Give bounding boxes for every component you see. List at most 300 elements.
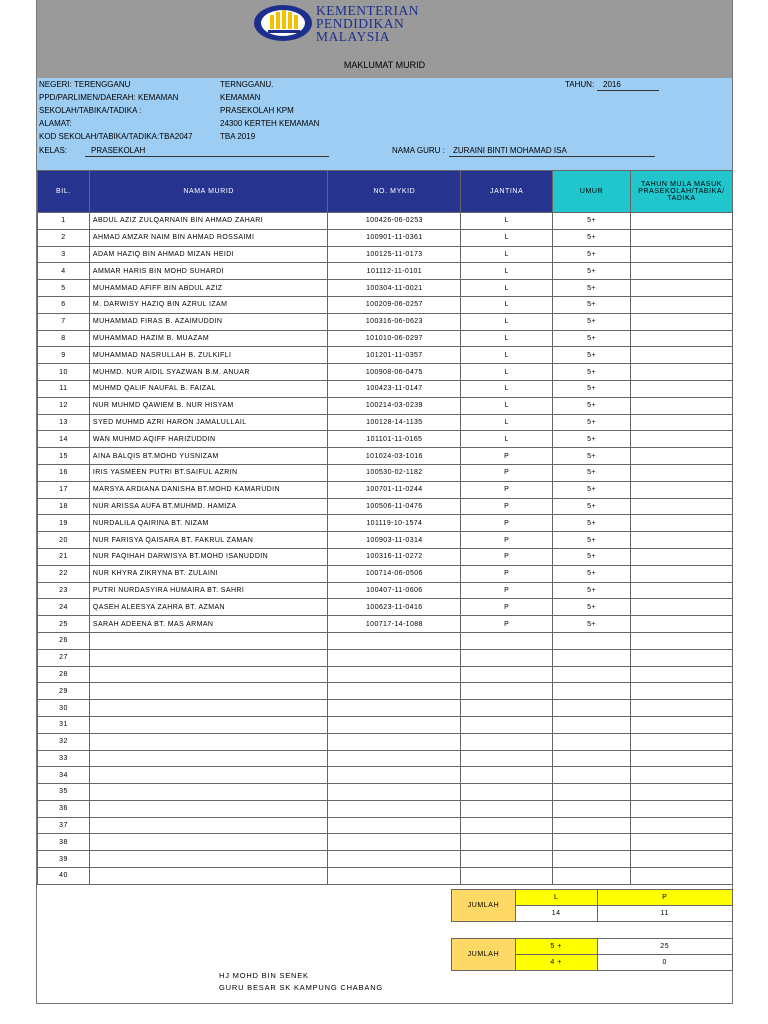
header-nama-murid: NAMA MURID: [89, 171, 328, 213]
cell-no-mykid: [328, 868, 461, 885]
cell-bil: 1: [38, 213, 90, 230]
cell-jantina: L: [461, 380, 553, 397]
cell-no-mykid: [328, 632, 461, 649]
cell-umur: 5+: [553, 548, 631, 565]
ministry-name-line3: MALAYSIA: [316, 29, 391, 44]
cell-jantina: L: [461, 397, 553, 414]
table-row: [38, 213, 733, 230]
cell-bil: 35: [38, 784, 90, 801]
cell-bil: 10: [38, 364, 90, 381]
header-jantina: JANTINA: [461, 171, 553, 213]
cell-bil: 33: [38, 750, 90, 767]
cell-bil: 7: [38, 313, 90, 330]
cell-no-mykid: [328, 683, 461, 700]
cell-nama-murid: NUR MUHMD QAWIEM B. NUR HISYAM: [89, 397, 328, 414]
cell-nama-murid: MUHAMMAD NASRULLAH B. ZULKIFLI: [89, 347, 328, 364]
cell-umur: 5+: [553, 616, 631, 633]
cell-bil: 13: [38, 414, 90, 431]
cell-tahun-mula-masuk: [630, 464, 732, 481]
cell-jantina: L: [461, 213, 553, 230]
cell-jantina: [461, 784, 553, 801]
cell-bil: 32: [38, 733, 90, 750]
alamat-value: 24300 KERTEH KEMAMAN: [220, 119, 320, 128]
table-header-row: [38, 171, 733, 213]
cell-jantina: [461, 834, 553, 851]
cell-umur: [553, 666, 631, 683]
cell-nama-murid: [89, 834, 328, 851]
table-row: [38, 364, 733, 381]
header-tahun-mula-masuk: TAHUN MULA MASUK PRASEKOLAH/TABIKA/ TADIKA: [630, 171, 732, 213]
cell-no-mykid: [328, 851, 461, 868]
cell-no-mykid: 100506-11-0476: [328, 498, 461, 515]
cell-no-mykid: 100903-11-0314: [328, 532, 461, 549]
gender-count-l: 14: [515, 906, 597, 922]
table-row: [38, 280, 733, 297]
ppd-value: KEMAMAN: [220, 93, 261, 102]
cell-nama-murid: AMMAR HARIS BIN MOHD SUHARDI: [89, 263, 328, 280]
cell-no-mykid: 101112-11-0101: [328, 263, 461, 280]
cell-no-mykid: 101024-03-1016: [328, 448, 461, 465]
cell-nama-murid: [89, 851, 328, 868]
table-row: [38, 649, 733, 666]
table-row: [38, 414, 733, 431]
cell-tahun-mula-masuk: [630, 364, 732, 381]
page-title: MAKLUMAT MURID: [343, 60, 426, 70]
cell-umur: 5+: [553, 380, 631, 397]
cell-nama-murid: WAN MUHMD AQIFF HARIZUDDIN: [89, 431, 328, 448]
cell-bil: 6: [38, 296, 90, 313]
cell-umur: 5+: [553, 280, 631, 297]
cell-umur: 5+: [553, 397, 631, 414]
cell-bil: 4: [38, 263, 90, 280]
cell-bil: 18: [38, 498, 90, 515]
cell-nama-murid: [89, 716, 328, 733]
age-5-label: 5 +: [515, 939, 597, 955]
cell-jantina: P: [461, 498, 553, 515]
gender-summary: [451, 889, 733, 922]
signature-position: GURU BESAR SK KAMPUNG CHABANG: [219, 983, 384, 992]
gender-header-l: L: [515, 890, 597, 906]
tahun-label: TAHUN:: [565, 80, 595, 89]
cell-bil: 11: [38, 380, 90, 397]
cell-jantina: L: [461, 347, 553, 364]
cell-jantina: L: [461, 246, 553, 263]
cell-jantina: P: [461, 464, 553, 481]
cell-umur: [553, 750, 631, 767]
cell-tahun-mula-masuk: [630, 851, 732, 868]
cell-bil: 21: [38, 548, 90, 565]
table-row: [38, 834, 733, 851]
cell-nama-murid: [89, 784, 328, 801]
cell-bil: 16: [38, 464, 90, 481]
cell-nama-murid: NUR ARISSA AUFA BT.MUHMD. HAMIZA: [89, 498, 328, 515]
cell-jantina: L: [461, 296, 553, 313]
cell-jantina: [461, 666, 553, 683]
cell-nama-murid: [89, 733, 328, 750]
cell-umur: 5+: [553, 481, 631, 498]
negeri-label: NEGERI: TERENGGANU: [39, 80, 131, 89]
cell-bil: 19: [38, 515, 90, 532]
cell-nama-murid: AHMAD AMZAR NAIM BIN AHMAD ROSSAIMI: [89, 229, 328, 246]
cell-no-mykid: [328, 800, 461, 817]
cell-tahun-mula-masuk: [630, 565, 732, 582]
cell-jantina: L: [461, 431, 553, 448]
cell-umur: [553, 632, 631, 649]
cell-bil: 20: [38, 532, 90, 549]
cell-tahun-mula-masuk: [630, 548, 732, 565]
table-row: [38, 481, 733, 498]
cell-umur: [553, 817, 631, 834]
cell-jantina: [461, 767, 553, 784]
header-band: [37, 0, 732, 78]
cell-no-mykid: [328, 733, 461, 750]
age-5-count: 25: [597, 939, 732, 955]
cell-no-mykid: 100530-02-1182: [328, 464, 461, 481]
cell-no-mykid: 100701-11-0244: [328, 481, 461, 498]
cell-nama-murid: [89, 750, 328, 767]
cell-umur: 5+: [553, 246, 631, 263]
signature-name: HJ MOHD BIN SENEK: [219, 971, 309, 980]
cell-tahun-mula-masuk: [630, 532, 732, 549]
cell-bil: 15: [38, 448, 90, 465]
table-row: [38, 347, 733, 364]
cell-tahun-mula-masuk: [630, 330, 732, 347]
age-4-count: 0: [597, 955, 732, 971]
cell-bil: 36: [38, 800, 90, 817]
cell-tahun-mula-masuk: [630, 784, 732, 801]
table-row: [38, 229, 733, 246]
cell-jantina: P: [461, 532, 553, 549]
cell-tahun-mula-masuk: [630, 280, 732, 297]
cell-umur: 5+: [553, 347, 631, 364]
student-table: [37, 170, 733, 885]
cell-tahun-mula-masuk: [630, 649, 732, 666]
cell-bil: 25: [38, 616, 90, 633]
cell-umur: 5+: [553, 296, 631, 313]
table-row: [38, 750, 733, 767]
cell-tahun-mula-masuk: [630, 380, 732, 397]
cell-tahun-mula-masuk: [630, 229, 732, 246]
table-row: [38, 498, 733, 515]
table-row: [38, 515, 733, 532]
cell-bil: 9: [38, 347, 90, 364]
header-bil: BIL.: [38, 171, 90, 213]
cell-tahun-mula-masuk: [630, 313, 732, 330]
gender-summary-label: JUMLAH: [452, 890, 516, 922]
age-4-label: 4 +: [515, 955, 597, 971]
cell-umur: [553, 851, 631, 868]
kelas-label: KELAS:: [39, 146, 68, 155]
spreadsheet-page: [36, 0, 733, 1004]
cell-no-mykid: 100209-06-0257: [328, 296, 461, 313]
cell-nama-murid: AINA BALQIS BT.MOHD YUSNIZAM: [89, 448, 328, 465]
cell-no-mykid: 100908-06-0475: [328, 364, 461, 381]
cell-umur: [553, 784, 631, 801]
cell-no-mykid: 101101-11-0165: [328, 431, 461, 448]
cell-jantina: L: [461, 280, 553, 297]
cell-jantina: L: [461, 364, 553, 381]
cell-nama-murid: MUHMD QALIF NAUFAL B. FAIZAL: [89, 380, 328, 397]
cell-tahun-mula-masuk: [630, 397, 732, 414]
cell-no-mykid: 101010-06-0297: [328, 330, 461, 347]
cell-nama-murid: [89, 700, 328, 717]
cell-nama-murid: [89, 817, 328, 834]
cell-tahun-mula-masuk: [630, 431, 732, 448]
cell-umur: 5+: [553, 229, 631, 246]
table-row: [38, 380, 733, 397]
cell-no-mykid: 100316-06-0623: [328, 313, 461, 330]
cell-jantina: L: [461, 263, 553, 280]
table-row: [38, 296, 733, 313]
cell-nama-murid: ABDUL AZIZ ZULQARNAIN BIN AHMAD ZAHARI: [89, 213, 328, 230]
table-row: [38, 666, 733, 683]
cell-bil: 37: [38, 817, 90, 834]
cell-umur: 5+: [553, 414, 631, 431]
cell-umur: 5+: [553, 515, 631, 532]
cell-umur: 5+: [553, 599, 631, 616]
cell-no-mykid: 100316-11-0272: [328, 548, 461, 565]
cell-jantina: P: [461, 448, 553, 465]
table-row: [38, 767, 733, 784]
table-row: [38, 616, 733, 633]
cell-jantina: [461, 700, 553, 717]
cell-bil: 14: [38, 431, 90, 448]
cell-umur: [553, 834, 631, 851]
cell-nama-murid: NURDALILA QAIRINA BT. NIZAM: [89, 515, 328, 532]
cell-tahun-mula-masuk: [630, 347, 732, 364]
guru-underline: [449, 156, 655, 157]
negeri-value: TERNGGANU.: [220, 80, 274, 89]
ministry-name-line1: KEMENTERIAN: [316, 3, 419, 18]
sekolah-label: SEKOLAH/TABIKA/TADIKA :: [39, 106, 142, 115]
cell-umur: 5+: [553, 448, 631, 465]
cell-jantina: [461, 750, 553, 767]
cell-jantina: P: [461, 599, 553, 616]
cell-bil: 34: [38, 767, 90, 784]
cell-nama-murid: SYED MUHMD AZRI HARON JAMALULLAIL: [89, 414, 328, 431]
cell-tahun-mula-masuk: [630, 666, 732, 683]
ministry-name: [316, 4, 419, 43]
cell-bil: 31: [38, 716, 90, 733]
cell-nama-murid: [89, 649, 328, 666]
cell-bil: 22: [38, 565, 90, 582]
cell-tahun-mula-masuk: [630, 767, 732, 784]
cell-nama-murid: NUR FARISYA QAISARA BT. FAKRUL ZAMAN: [89, 532, 328, 549]
cell-nama-murid: [89, 666, 328, 683]
tahun-value: 2016: [603, 80, 621, 89]
cell-nama-murid: NUR FAQIHAH DARWISYA BT.MOHD ISANUDDIN: [89, 548, 328, 565]
cell-no-mykid: 100214-03-0239: [328, 397, 461, 414]
header-umur: UMUR: [553, 171, 631, 213]
cell-nama-murid: MUHMD. NUR AIDIL SYAZWAN B.M. ANUAR: [89, 364, 328, 381]
cell-bil: 30: [38, 700, 90, 717]
cell-bil: 5: [38, 280, 90, 297]
cell-jantina: L: [461, 229, 553, 246]
cell-umur: [553, 868, 631, 885]
cell-jantina: P: [461, 481, 553, 498]
kelas-value: PRASEKOLAH: [91, 146, 146, 155]
cell-no-mykid: 101119-10-1574: [328, 515, 461, 532]
cell-nama-murid: [89, 767, 328, 784]
cell-tahun-mula-masuk: [630, 800, 732, 817]
cell-nama-murid: PUTRI NURDASYIRA HUMAIRA BT. SAHRI: [89, 582, 328, 599]
cell-nama-murid: [89, 632, 328, 649]
cell-tahun-mula-masuk: [630, 296, 732, 313]
cell-nama-murid: IRIS YASMEEN PUTRI BT.SAIFUL AZRIN: [89, 464, 328, 481]
cell-no-mykid: [328, 700, 461, 717]
cell-jantina: [461, 716, 553, 733]
signature-block: [219, 970, 383, 994]
cell-umur: [553, 649, 631, 666]
cell-bil: 12: [38, 397, 90, 414]
cell-jantina: [461, 733, 553, 750]
cell-tahun-mula-masuk: [630, 834, 732, 851]
cell-nama-murid: NUR KHYRA ZIKRYNA BT. ZULAINI: [89, 565, 328, 582]
table-row: [38, 464, 733, 481]
cell-tahun-mula-masuk: [630, 448, 732, 465]
table-row: [38, 263, 733, 280]
cell-umur: 5+: [553, 263, 631, 280]
cell-nama-murid: MARSYA ARDIANA DANISHA BT.MOHD KAMARUDIN: [89, 481, 328, 498]
cell-jantina: [461, 632, 553, 649]
student-table-body: [38, 213, 733, 885]
cell-umur: [553, 683, 631, 700]
cell-umur: 5+: [553, 313, 631, 330]
ministry-logo-icon: [253, 4, 313, 42]
cell-jantina: P: [461, 616, 553, 633]
cell-umur: [553, 700, 631, 717]
table-row: [38, 313, 733, 330]
cell-jantina: [461, 817, 553, 834]
cell-bil: 3: [38, 246, 90, 263]
table-row: [38, 700, 733, 717]
cell-no-mykid: 100407-11-0606: [328, 582, 461, 599]
cell-bil: 38: [38, 834, 90, 851]
cell-no-mykid: 100717-14-1088: [328, 616, 461, 633]
table-row: [38, 632, 733, 649]
cell-bil: 29: [38, 683, 90, 700]
cell-jantina: P: [461, 565, 553, 582]
info-section: [37, 78, 732, 170]
cell-nama-murid: [89, 683, 328, 700]
cell-umur: 5+: [553, 431, 631, 448]
table-row: [38, 246, 733, 263]
cell-no-mykid: [328, 750, 461, 767]
cell-no-mykid: [328, 649, 461, 666]
cell-jantina: [461, 868, 553, 885]
cell-no-mykid: 101201-11-0357: [328, 347, 461, 364]
cell-jantina: P: [461, 515, 553, 532]
cell-bil: 28: [38, 666, 90, 683]
cell-bil: 2: [38, 229, 90, 246]
cell-umur: [553, 733, 631, 750]
sekolah-value: PRASEKOLAH KPM: [220, 106, 294, 115]
cell-tahun-mula-masuk: [630, 868, 732, 885]
cell-no-mykid: [328, 784, 461, 801]
cell-bil: 40: [38, 868, 90, 885]
cell-no-mykid: [328, 716, 461, 733]
cell-umur: 5+: [553, 213, 631, 230]
cell-tahun-mula-masuk: [630, 683, 732, 700]
cell-tahun-mula-masuk: [630, 632, 732, 649]
table-row: [38, 431, 733, 448]
table-row: [38, 582, 733, 599]
table-row: [38, 397, 733, 414]
cell-no-mykid: [328, 834, 461, 851]
cell-no-mykid: 100125-11-0173: [328, 246, 461, 263]
age-summary-label: JUMLAH: [452, 939, 516, 971]
table-row: [38, 330, 733, 347]
cell-tahun-mula-masuk: [630, 515, 732, 532]
cell-no-mykid: 100623-11-0416: [328, 599, 461, 616]
cell-nama-murid: ADAM HAZIQ BIN AHMAD MIZAN HEIDI: [89, 246, 328, 263]
cell-tahun-mula-masuk: [630, 263, 732, 280]
cell-no-mykid: 100901-11-0361: [328, 229, 461, 246]
cell-no-mykid: [328, 767, 461, 784]
cell-jantina: P: [461, 582, 553, 599]
cell-no-mykid: [328, 666, 461, 683]
cell-no-mykid: [328, 817, 461, 834]
header-no-mykid: NO. MYKID: [328, 171, 461, 213]
cell-tahun-mula-masuk: [630, 700, 732, 717]
cell-nama-murid: [89, 868, 328, 885]
cell-tahun-mula-masuk: [630, 817, 732, 834]
cell-nama-murid: MUHAMMAD FIRAS B. AZAIMUDDIN: [89, 313, 328, 330]
ppd-label: PPD/PARLIMEN/DAERAH: KEMAMAN: [39, 93, 179, 102]
cell-umur: 5+: [553, 565, 631, 582]
table-row: [38, 851, 733, 868]
table-row: [38, 784, 733, 801]
table-row: [38, 716, 733, 733]
table-row: [38, 800, 733, 817]
cell-tahun-mula-masuk: [630, 716, 732, 733]
cell-umur: [553, 716, 631, 733]
cell-tahun-mula-masuk: [630, 733, 732, 750]
cell-tahun-mula-masuk: [630, 750, 732, 767]
cell-umur: 5+: [553, 464, 631, 481]
cell-no-mykid: 100304-11-0021: [328, 280, 461, 297]
guru-value: ZURAINI BINTI MOHAMAD ISA: [453, 146, 567, 155]
cell-tahun-mula-masuk: [630, 498, 732, 515]
gender-count-p: 11: [597, 906, 732, 922]
cell-bil: 23: [38, 582, 90, 599]
table-row: [38, 868, 733, 885]
cell-nama-murid: MUHAMMAD AFIFF BIN ABDUL AZIZ: [89, 280, 328, 297]
cell-jantina: L: [461, 414, 553, 431]
cell-umur: 5+: [553, 364, 631, 381]
table-row: [38, 683, 733, 700]
cell-bil: 24: [38, 599, 90, 616]
alamat-label: ALAMAT:: [39, 119, 72, 128]
table-row: [38, 548, 733, 565]
cell-umur: 5+: [553, 330, 631, 347]
cell-tahun-mula-masuk: [630, 616, 732, 633]
table-row: [38, 733, 733, 750]
cell-jantina: L: [461, 330, 553, 347]
cell-tahun-mula-masuk: [630, 599, 732, 616]
cell-jantina: [461, 800, 553, 817]
cell-jantina: P: [461, 548, 553, 565]
cell-no-mykid: 100423-11-0147: [328, 380, 461, 397]
cell-bil: 39: [38, 851, 90, 868]
cell-nama-murid: SARAH ADEENA BT. MAS ARMAN: [89, 616, 328, 633]
cell-no-mykid: 100128-14-1135: [328, 414, 461, 431]
table-row: [38, 599, 733, 616]
cell-bil: 8: [38, 330, 90, 347]
cell-jantina: [461, 683, 553, 700]
cell-tahun-mula-masuk: [630, 414, 732, 431]
cell-bil: 26: [38, 632, 90, 649]
